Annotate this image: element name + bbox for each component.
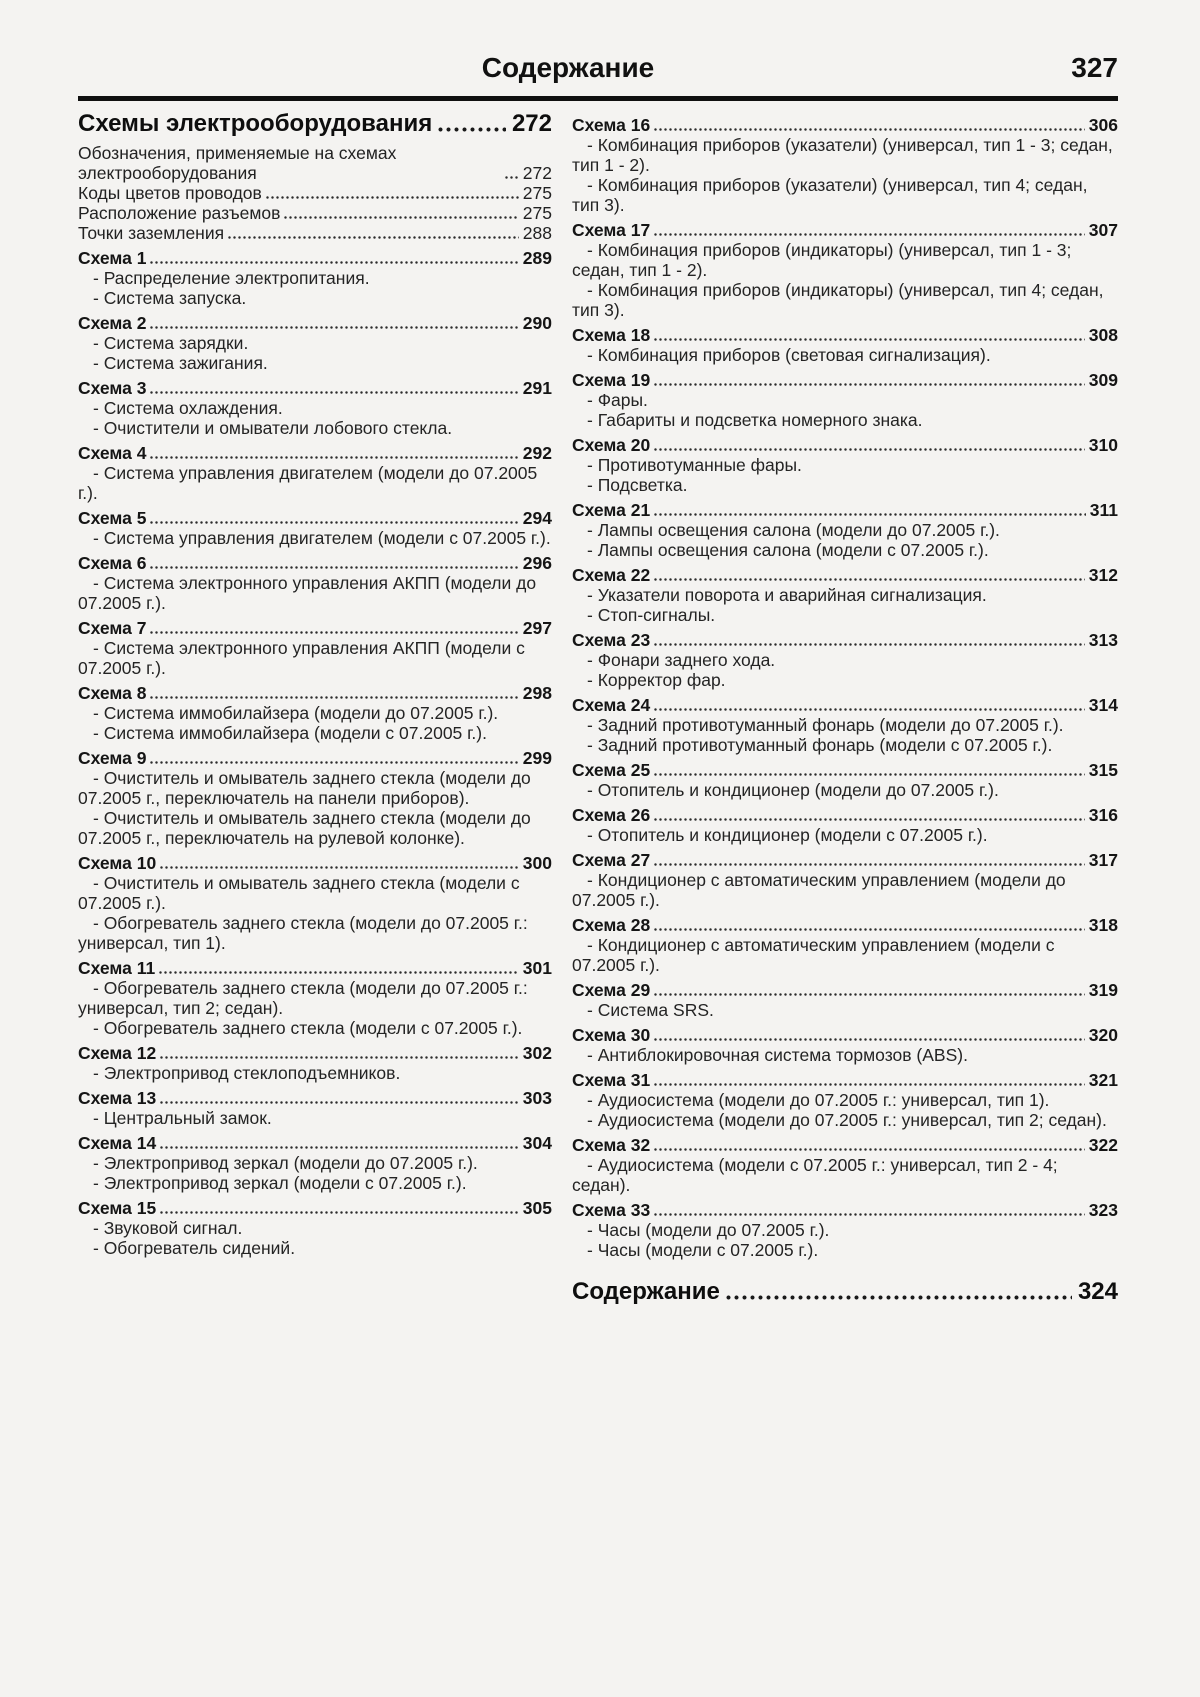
toc-entry-scheme bbox=[572, 915, 1118, 935]
toc-entry-page: 316 bbox=[1088, 805, 1118, 825]
toc-sub-item: - Обогреватель заднего стекла (модели до 07.2005 г.: универсал, тип 1). bbox=[78, 913, 528, 953]
toc-sub-item: - Электропривод зеркал (модели с 07.2005 г.). bbox=[93, 1173, 467, 1193]
toc-entry-page: 307 bbox=[1088, 220, 1118, 240]
toc-sub-item: - Лампы освещения салона (модели до 07.2005 г.). bbox=[587, 520, 1000, 540]
toc-entry-scheme bbox=[572, 760, 1118, 780]
toc-sub-item: - Фары. bbox=[587, 390, 648, 410]
toc-entry-scheme bbox=[572, 500, 1118, 520]
toc-entry-scheme bbox=[78, 443, 552, 463]
dot-leader bbox=[160, 1101, 519, 1104]
toc-sub-item: - Указатели поворота и аварийная сигнализация. bbox=[587, 585, 987, 605]
toc-entry-page: 275 bbox=[522, 203, 552, 223]
toc-sub-item: - Кондиционер с автоматическим управлением (модели с 07.2005 г.). bbox=[572, 935, 1055, 975]
toc-entry-label: Схема 11 bbox=[78, 958, 156, 978]
toc-sub-item: - Очиститель и омыватель заднего стекла (модели с 07.2005 г.). bbox=[78, 873, 520, 913]
toc-sub-item: - Подсветка. bbox=[587, 475, 688, 495]
toc-sub-item: - Комбинация приборов (индикаторы) (универсал, тип 1 - 3; седан, тип 1 - 2). bbox=[572, 240, 1072, 280]
dot-leader bbox=[150, 391, 518, 394]
page-header-title: Содержание bbox=[481, 52, 655, 83]
toc-entry bbox=[78, 143, 552, 183]
toc-entry-page: 301 bbox=[522, 958, 552, 978]
page-number: 327 bbox=[1071, 52, 1118, 83]
toc-sub-item: - Система иммобилайзера (модели до 07.2005 г.). bbox=[93, 703, 499, 723]
dot-leader bbox=[159, 971, 519, 974]
toc-entry-page: 309 bbox=[1088, 370, 1118, 390]
toc-sub-item: - Система запуска. bbox=[93, 288, 247, 308]
dot-leader bbox=[654, 1038, 1085, 1041]
dot-leader bbox=[654, 643, 1085, 646]
toc-entry-page: 303 bbox=[522, 1088, 552, 1108]
toc-entry-scheme bbox=[78, 248, 552, 268]
toc-entry-page: 291 bbox=[522, 378, 552, 398]
toc-entry-page: 290 bbox=[522, 313, 552, 333]
toc-entry-label: Схема 9 bbox=[78, 748, 147, 768]
toc-entry-label: Схема 4 bbox=[78, 443, 147, 463]
toc-entry-scheme bbox=[572, 370, 1118, 390]
toc-entry-page: 322 bbox=[1088, 1135, 1118, 1155]
section-heading bbox=[78, 110, 552, 138]
toc-entry-page: 320 bbox=[1088, 1025, 1118, 1045]
toc-sub-item: - Кондиционер с автоматическим управлением (модели до 07.2005 г.). bbox=[572, 870, 1066, 910]
toc-entry-scheme bbox=[572, 805, 1118, 825]
toc-sub-item: - Противотуманные фары. bbox=[587, 455, 802, 475]
toc-columns bbox=[78, 110, 1118, 1306]
toc-entry-label: Схема 13 bbox=[78, 1088, 157, 1108]
toc-entry-page: 297 bbox=[522, 618, 552, 638]
toc-entry-label: Схема 26 bbox=[572, 805, 651, 825]
toc-entry-scheme bbox=[572, 1025, 1118, 1045]
toc-entry-label: Схема 20 bbox=[572, 435, 651, 455]
toc-sub-item: - Габариты и подсветка номерного знака. bbox=[587, 410, 923, 430]
toc-sub-item: - Обогреватель заднего стекла (модели с 07.2005 г.). bbox=[93, 1018, 523, 1038]
toc-entry-page: 310 bbox=[1088, 435, 1118, 455]
toc-sub-item: - Система управления двигателем (модели с 07.2005 г.). bbox=[93, 528, 551, 548]
dot-leader bbox=[654, 128, 1085, 131]
dot-leader bbox=[654, 863, 1085, 866]
toc-entry-page: 311 bbox=[1089, 500, 1118, 520]
dot-leader bbox=[654, 818, 1085, 821]
toc-entry-label: Схема 32 bbox=[572, 1135, 651, 1155]
dot-leader bbox=[654, 993, 1085, 996]
toc-entry-label: Схема 21 bbox=[572, 500, 651, 520]
toc-entry-page: 289 bbox=[522, 248, 552, 268]
toc-entry-label: Схема 1 bbox=[78, 248, 147, 268]
toc-entry-page: 319 bbox=[1088, 980, 1118, 1000]
toc-entry-label: Схема 5 bbox=[78, 508, 147, 528]
toc-entry-page: 308 bbox=[1088, 325, 1118, 345]
toc-sub-item: - Система зажигания. bbox=[93, 353, 268, 373]
toc-entry-label: Расположение разъемов bbox=[78, 203, 281, 223]
toc-sub-item: - Комбинация приборов (указатели) (универсал, тип 4; седан, тип 3). bbox=[572, 175, 1088, 215]
toc-sub-item: - Задний противотуманный фонарь (модели с 07.2005 г.). bbox=[587, 735, 1053, 755]
toc-sub-item: - Стоп-сигналы. bbox=[587, 605, 716, 625]
footer-entry-page: 324 bbox=[1077, 1278, 1118, 1305]
dot-leader bbox=[228, 236, 519, 239]
toc-entry-label: Коды цветов проводов bbox=[78, 183, 262, 203]
toc-sub-item: - Очиститель и омыватель заднего стекла (модели до 07.2005 г., переключатель на рулевой колонке). bbox=[78, 808, 531, 848]
toc-entry-scheme bbox=[572, 850, 1118, 870]
toc-entries-right bbox=[572, 115, 1118, 1260]
toc-entry-page: 306 bbox=[1088, 115, 1118, 135]
toc-sub-item: - Обогреватель заднего стекла (модели до 07.2005 г.: универсал, тип 2; седан). bbox=[78, 978, 528, 1018]
toc-entry-label: Схема 18 bbox=[572, 325, 651, 345]
toc-sub-item: - Комбинация приборов (индикаторы) (универсал, тип 4; седан, тип 3). bbox=[572, 280, 1104, 320]
toc-entry-page: 292 bbox=[522, 443, 552, 463]
toc-sub-item: - Комбинация приборов (световая сигнализация). bbox=[587, 345, 991, 365]
toc-entry-scheme bbox=[78, 853, 552, 873]
toc-entry-scheme bbox=[78, 748, 552, 768]
dot-leader bbox=[654, 928, 1085, 931]
section-heading-page: 272 bbox=[511, 110, 552, 137]
toc-entry-label: Схема 22 bbox=[572, 565, 651, 585]
toc-entry-page: 318 bbox=[1088, 915, 1118, 935]
toc-entry bbox=[78, 183, 552, 203]
toc-entry-scheme bbox=[78, 958, 552, 978]
toc-entry-label: Схема 6 bbox=[78, 553, 147, 573]
toc-entry-scheme bbox=[78, 1043, 552, 1063]
toc-entry-page: 314 bbox=[1088, 695, 1118, 715]
toc-entry-label: Схема 3 bbox=[78, 378, 147, 398]
footer-entry-label: Содержание bbox=[572, 1278, 720, 1305]
toc-sub-item: - Аудиосистема (модели до 07.2005 г.: универсал, тип 2; седан). bbox=[587, 1110, 1107, 1130]
toc-sub-item: - Задний противотуманный фонарь (модели до 07.2005 г.). bbox=[587, 715, 1064, 735]
toc-entry-scheme bbox=[572, 1135, 1118, 1155]
toc-sub-item: - Электропривод стеклоподъемников. bbox=[93, 1063, 401, 1083]
toc-entry-label: Схема 30 bbox=[572, 1025, 651, 1045]
toc-entry-label: Обозначения, применяемые на схемах электрооборудования bbox=[78, 143, 397, 183]
toc-entry-page: 288 bbox=[522, 223, 552, 243]
toc-sub-item: - Аудиосистема (модели с 07.2005 г.: универсал, тип 2 - 4; седан). bbox=[572, 1155, 1058, 1195]
toc-entry-label: Схема 25 bbox=[572, 760, 651, 780]
toc-entry-label: Схема 19 bbox=[572, 370, 651, 390]
toc-entry-scheme bbox=[572, 1200, 1118, 1220]
toc-sub-item: - Комбинация приборов (указатели) (универсал, тип 1 - 3; седан, тип 1 - 2). bbox=[572, 135, 1113, 175]
toc-entry-page: 312 bbox=[1088, 565, 1118, 585]
toc-entry-scheme bbox=[78, 1133, 552, 1153]
toc-entry-label: Схема 7 bbox=[78, 618, 147, 638]
toc-entry-scheme bbox=[78, 618, 552, 638]
dot-leader bbox=[150, 631, 518, 634]
toc-entry-scheme bbox=[572, 980, 1118, 1000]
toc-entry-scheme bbox=[78, 378, 552, 398]
toc-entry-page: 321 bbox=[1088, 1070, 1118, 1090]
toc-sub-item: - Звуковой сигнал. bbox=[93, 1218, 243, 1238]
toc-sub-item: - Корректор фар. bbox=[587, 670, 726, 690]
toc-sub-item: - Аудиосистема (модели до 07.2005 г.: универсал, тип 1). bbox=[587, 1090, 1050, 1110]
toc-sub-item: - Электропривод зеркал (модели до 07.2005 г.). bbox=[93, 1153, 478, 1173]
dot-leader bbox=[654, 708, 1085, 711]
toc-entry-label: Схема 12 bbox=[78, 1043, 157, 1063]
dot-leader bbox=[150, 261, 518, 264]
dot-leader bbox=[654, 773, 1085, 776]
toc-entry-page: 296 bbox=[522, 553, 552, 573]
toc-sub-item: - Фонари заднего хода. bbox=[587, 650, 776, 670]
section-heading-label: Схемы электрооборудования bbox=[78, 110, 433, 137]
toc-sub-item: - Система иммобилайзера (модели с 07.2005 г.). bbox=[93, 723, 487, 743]
toc-entry-page: 315 bbox=[1088, 760, 1118, 780]
header-rule bbox=[78, 96, 1118, 101]
toc-entry bbox=[78, 203, 552, 223]
column-gap bbox=[552, 110, 572, 1306]
toc-entry-page: 298 bbox=[522, 683, 552, 703]
toc-entry bbox=[78, 223, 552, 243]
dot-leader bbox=[160, 1056, 519, 1059]
toc-entry-scheme bbox=[78, 508, 552, 528]
toc-sub-item: - Обогреватель сидений. bbox=[93, 1238, 296, 1258]
toc-entry-scheme bbox=[78, 553, 552, 573]
toc-entry-scheme bbox=[572, 630, 1118, 650]
toc-entry-scheme bbox=[572, 325, 1118, 345]
toc-sub-item: - Система SRS. bbox=[587, 1000, 714, 1020]
toc-entry-scheme bbox=[572, 435, 1118, 455]
toc-entry-label: Схема 2 bbox=[78, 313, 147, 333]
toc-entry-label: Схема 27 bbox=[572, 850, 651, 870]
toc-sub-item: - Часы (модели с 07.2005 г.). bbox=[587, 1240, 819, 1260]
toc-entry-page: 313 bbox=[1088, 630, 1118, 650]
toc-sub-item: - Система охлаждения. bbox=[93, 398, 283, 418]
toc-entry-label: Схема 24 bbox=[572, 695, 651, 715]
toc-entry-page: 302 bbox=[522, 1043, 552, 1063]
toc-entry-page: 294 bbox=[522, 508, 552, 528]
dot-leader bbox=[654, 448, 1085, 451]
toc-entry-scheme bbox=[78, 683, 552, 703]
toc-entry-scheme bbox=[572, 220, 1118, 240]
dot-leader bbox=[150, 696, 518, 699]
toc-entry-label: Схема 31 bbox=[572, 1070, 651, 1090]
toc-entry-scheme bbox=[572, 1070, 1118, 1090]
toc-entry-page: 299 bbox=[522, 748, 552, 768]
toc-entry-label: Схема 10 bbox=[78, 853, 157, 873]
toc-sub-item: - Отопитель и кондиционер (модели с 07.2005 г.). bbox=[587, 825, 988, 845]
dot-leader bbox=[160, 866, 519, 869]
toc-sub-item: - Система электронного управления АКПП (модели до 07.2005 г.). bbox=[78, 573, 537, 613]
toc-sub-item: - Распределение электропитания. bbox=[93, 268, 370, 288]
toc-entry-page: 272 bbox=[522, 163, 552, 183]
toc-sub-item: - Система электронного управления АКПП (модели с 07.2005 г.). bbox=[78, 638, 525, 678]
toc-entry-page: 305 bbox=[522, 1198, 552, 1218]
dot-leader bbox=[150, 521, 518, 524]
toc-entry-page: 275 bbox=[522, 183, 552, 203]
toc-entry-scheme bbox=[78, 1198, 552, 1218]
toc-entry-label: Схема 8 bbox=[78, 683, 147, 703]
toc-entry-label: Схема 33 bbox=[572, 1200, 651, 1220]
toc-column-right bbox=[572, 110, 1118, 1306]
toc-sub-item: - Система зарядки. bbox=[93, 333, 249, 353]
dot-leader bbox=[654, 338, 1085, 341]
dot-leader bbox=[654, 578, 1085, 581]
toc-entries-left bbox=[78, 143, 552, 1258]
dot-leader bbox=[654, 1148, 1085, 1151]
dot-leader bbox=[150, 326, 518, 329]
toc-sub-item: - Центральный замок. bbox=[93, 1108, 272, 1128]
toc-column-left bbox=[78, 110, 552, 1306]
toc-entry-label: Схема 28 bbox=[572, 915, 651, 935]
dot-leader bbox=[284, 216, 518, 219]
dot-leader bbox=[160, 1211, 519, 1214]
dot-leader bbox=[150, 761, 518, 764]
dot-leader bbox=[160, 1146, 519, 1149]
toc-sub-item: - Лампы освещения салона (модели с 07.2005 г.). bbox=[587, 540, 989, 560]
dot-leader bbox=[654, 383, 1085, 386]
toc-entry-scheme bbox=[78, 1088, 552, 1108]
toc-entry-scheme bbox=[572, 695, 1118, 715]
toc-sub-item: - Очиститель и омыватель заднего стекла (модели до 07.2005 г., переключатель на панели приборов). bbox=[78, 768, 531, 808]
toc-sub-item: - Система управления двигателем (модели до 07.2005 г.). bbox=[78, 463, 538, 503]
toc-sub-item: - Часы (модели до 07.2005 г.). bbox=[587, 1220, 830, 1240]
dot-leader bbox=[654, 1213, 1085, 1216]
toc-entry-scheme bbox=[78, 313, 552, 333]
dot-leader bbox=[266, 196, 519, 199]
toc-entry-label: Схема 17 bbox=[572, 220, 651, 240]
footer-entry bbox=[572, 1278, 1118, 1306]
toc-entry-label: Схема 14 bbox=[78, 1133, 157, 1153]
dot-leader bbox=[654, 513, 1086, 516]
toc-entry-scheme bbox=[572, 565, 1118, 585]
toc-entry-label: Схема 29 bbox=[572, 980, 651, 1000]
dot-leader bbox=[438, 127, 506, 132]
page-header bbox=[78, 52, 1118, 92]
dot-leader bbox=[654, 1083, 1085, 1086]
dot-leader bbox=[654, 233, 1085, 236]
toc-entry-label: Схема 23 bbox=[572, 630, 651, 650]
toc-entry-page: 304 bbox=[522, 1133, 552, 1153]
toc-sub-item: - Антиблокировочная система тормозов (ABS). bbox=[587, 1045, 968, 1065]
toc-entry-page: 323 bbox=[1088, 1200, 1118, 1220]
dot-leader bbox=[150, 456, 518, 459]
toc-entry-label: Схема 15 bbox=[78, 1198, 157, 1218]
toc-sub-item: - Отопитель и кондиционер (модели до 07.2005 г.). bbox=[587, 780, 999, 800]
toc-entry-scheme bbox=[572, 115, 1118, 135]
dot-leader bbox=[150, 566, 518, 569]
toc-sub-item: - Очистители и омыватели лобового стекла. bbox=[93, 418, 453, 438]
dot-leader bbox=[505, 176, 519, 179]
toc-entry-label: Схема 16 bbox=[572, 115, 651, 135]
toc-entry-label: Точки заземления bbox=[78, 223, 225, 243]
toc-entry-page: 317 bbox=[1088, 850, 1118, 870]
dot-leader bbox=[726, 1295, 1072, 1300]
toc-entry-page: 300 bbox=[522, 853, 552, 873]
